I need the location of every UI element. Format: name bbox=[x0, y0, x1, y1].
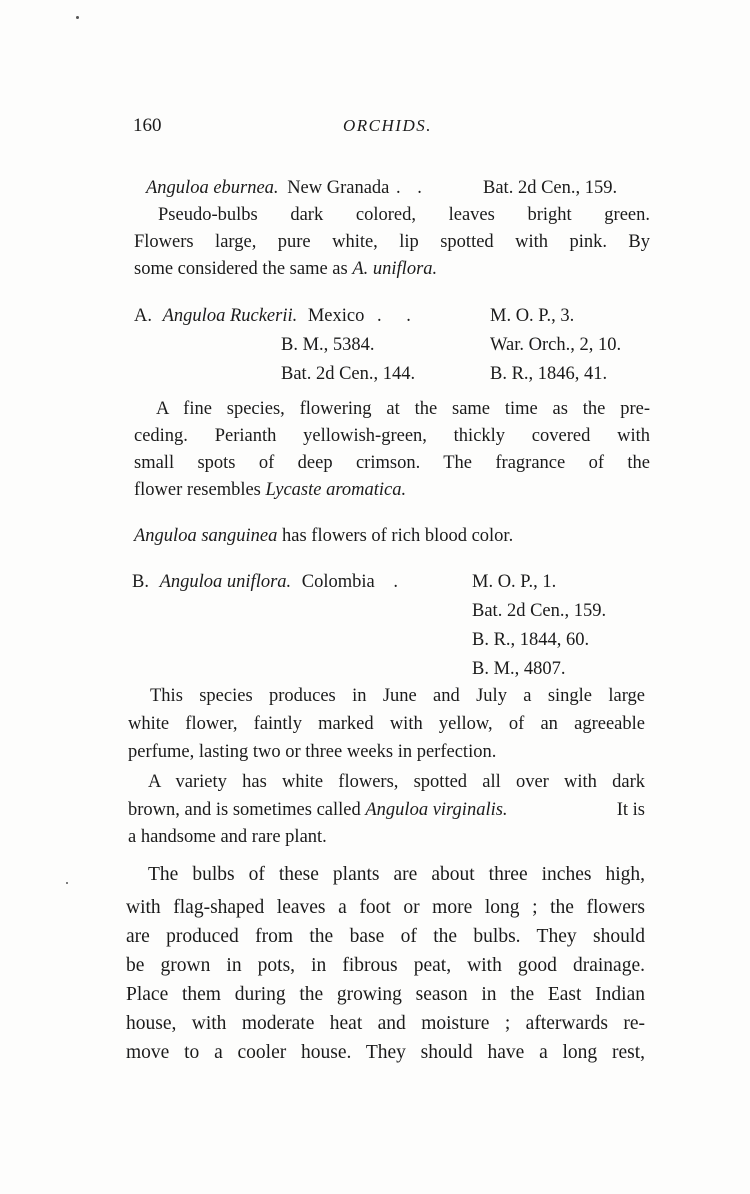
culture-line: with flag-shaped leaves a foot or more long ; the flowers bbox=[126, 897, 645, 918]
description-text: flower resembles bbox=[134, 480, 266, 500]
description-line: small spots of deep crimson. The fragrance of the bbox=[134, 453, 650, 473]
page-number: 160 bbox=[133, 115, 162, 136]
speck bbox=[66, 882, 68, 884]
culture-line: move to a cooler house. They should have a long rest, bbox=[126, 1042, 645, 1063]
species-name: A. uniflora. bbox=[352, 259, 438, 279]
reference: B. M., 4807. bbox=[472, 659, 566, 679]
leader-dots: . bbox=[393, 572, 399, 592]
description-line: A fine species, flowering at the same time as the pre- bbox=[156, 399, 650, 419]
region: Colombia bbox=[301, 572, 375, 592]
culture-line: be grown in pots, in fibrous peat, with good drainage. bbox=[126, 955, 645, 976]
grade-letter: B. bbox=[132, 572, 149, 592]
species-name: Anguloa eburnea. bbox=[146, 178, 279, 198]
description-text: It is bbox=[616, 800, 645, 820]
species-name: Lycaste aromatica. bbox=[265, 480, 407, 500]
description-line: a handsome and rare plant. bbox=[128, 827, 327, 847]
description-line: Pseudo-bulbs dark colored, leaves bright green. bbox=[158, 205, 650, 225]
description-line bbox=[134, 256, 437, 282]
running-title: ORCHIDS. bbox=[343, 116, 432, 135]
region: New Granada bbox=[287, 178, 390, 198]
description-line bbox=[134, 477, 406, 503]
description-line: ceding. Perianth yellowish-green, thickly covered with bbox=[134, 426, 650, 446]
reference: War. Orch., 2, 10. bbox=[490, 335, 622, 355]
species-name: Anguloa sanguinea bbox=[134, 526, 278, 546]
grade-letter: A. bbox=[134, 306, 152, 326]
culture-line: are produced from the base of the bulbs. They should bbox=[126, 926, 645, 947]
culture-line: Place them during the growing season in the East Indian bbox=[126, 984, 645, 1005]
entry-eburnea-heading bbox=[146, 175, 428, 201]
reference: Bat. 2d Cen., 159. bbox=[472, 601, 607, 621]
culture-line: house, with moderate heat and moisture ; afterwards re- bbox=[126, 1013, 645, 1034]
reference: Bat. 2d Cen., 144. bbox=[281, 364, 416, 384]
reference: B. R., 1844, 60. bbox=[472, 630, 590, 650]
description-line: This species produces in June and July a single large bbox=[150, 686, 645, 706]
description-line: A variety has white flowers, spotted all over with dark bbox=[148, 772, 645, 792]
reference: Bat. 2d Cen., 159. bbox=[483, 178, 618, 198]
description-text: has flowers of rich blood color. bbox=[277, 526, 514, 546]
description-line: white flower, faintly marked with yellow, of an agreeable bbox=[128, 714, 645, 734]
culture-line: The bulbs of these plants are about three inches high, bbox=[148, 864, 645, 885]
reference: M. O. P., 1. bbox=[472, 572, 557, 592]
species-name: Anguloa virginalis. bbox=[365, 800, 508, 820]
description-line: perfume, lasting two or three weeks in perfection. bbox=[128, 742, 497, 762]
description-line bbox=[128, 797, 645, 823]
leader-dots: . . bbox=[377, 306, 421, 326]
region: Mexico bbox=[307, 306, 365, 326]
description-line: Flowers large, pure white, lip spotted with pink. By bbox=[134, 232, 650, 252]
entry-sanguinea bbox=[134, 523, 513, 549]
entry-ruckerii-heading bbox=[134, 303, 421, 329]
species-name: Anguloa uniflora. bbox=[159, 572, 292, 592]
reference: B. M., 5384. bbox=[281, 335, 375, 355]
speck bbox=[76, 16, 79, 19]
description-text: some considered the same as bbox=[134, 259, 353, 279]
reference: M. O. P., 3. bbox=[490, 306, 575, 326]
leader-dots: . . bbox=[396, 178, 428, 198]
species-name: Anguloa Ruckerii. bbox=[162, 306, 298, 326]
description-text: brown, and is sometimes called bbox=[128, 800, 366, 820]
entry-uniflora-heading bbox=[132, 569, 398, 595]
reference: B. R., 1846, 41. bbox=[490, 364, 608, 384]
